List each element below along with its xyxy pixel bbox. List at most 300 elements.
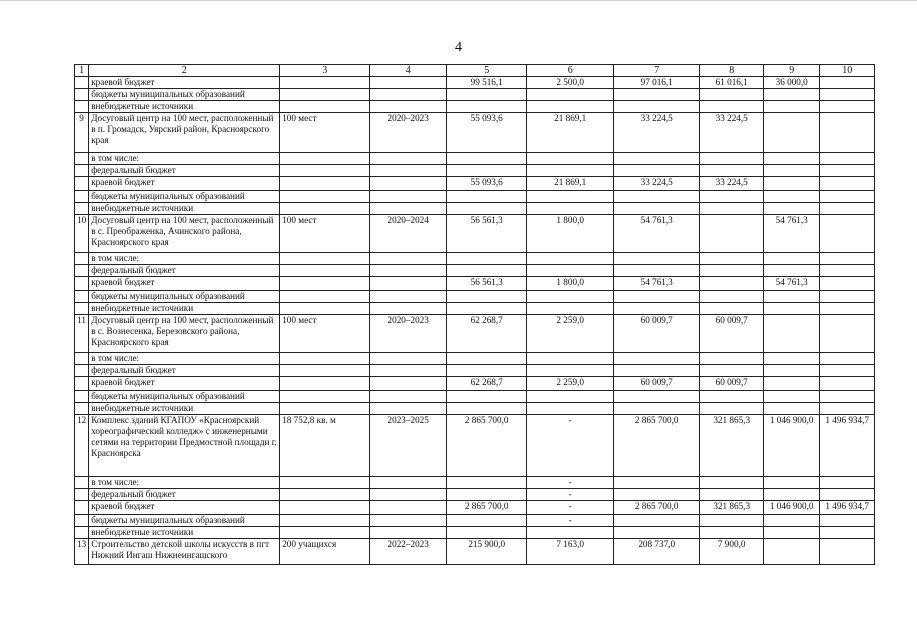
cell-name: краевой бюджет	[89, 177, 280, 191]
cell-name: бюджеты муниципальных образований	[89, 391, 280, 403]
cell-number: 9	[75, 113, 89, 153]
cell-col7	[614, 489, 700, 501]
cell-col8	[700, 527, 764, 539]
col-header-6: 6	[527, 65, 614, 77]
cell-col9	[764, 391, 820, 403]
cell-col10	[820, 365, 875, 377]
cell-col9	[764, 403, 820, 415]
cell-col8	[700, 153, 764, 165]
cell-period	[370, 277, 447, 291]
cell-number	[75, 203, 89, 215]
cell-col7: 97 016,1	[614, 77, 700, 89]
cell-period: 2020–2024	[370, 215, 447, 253]
cell-col9	[764, 527, 820, 539]
cell-period	[370, 191, 447, 203]
cell-period	[370, 489, 447, 501]
cell-col9: 1 046 900,0	[764, 415, 820, 477]
cell-col7	[614, 303, 700, 315]
cell-capacity	[280, 277, 370, 291]
cell-col10	[820, 527, 875, 539]
cell-period	[370, 265, 447, 277]
cell-period	[370, 377, 447, 391]
cell-capacity	[280, 101, 370, 113]
cell-period	[370, 177, 447, 191]
cell-col6	[527, 165, 614, 177]
cell-number	[75, 353, 89, 365]
cell-number: 10	[75, 215, 89, 253]
cell-col6	[527, 303, 614, 315]
cell-period	[370, 253, 447, 265]
cell-col9	[764, 489, 820, 501]
cell-number	[75, 477, 89, 489]
cell-period	[370, 101, 447, 113]
cell-col10	[820, 215, 875, 253]
cell-col8	[700, 203, 764, 215]
cell-col10	[820, 191, 875, 203]
cell-col5	[447, 391, 527, 403]
cell-col7	[614, 89, 700, 101]
cell-col10	[820, 153, 875, 165]
cell-col8	[700, 265, 764, 277]
cell-number	[75, 153, 89, 165]
cell-col8	[700, 253, 764, 265]
cell-col6	[527, 265, 614, 277]
table-row	[75, 215, 875, 253]
table-row	[75, 477, 875, 489]
cell-col6: -	[527, 489, 614, 501]
cell-col5	[447, 489, 527, 501]
cell-capacity	[280, 515, 370, 527]
cell-col5: 2 865 700,0	[447, 501, 527, 515]
col-header-9: 9	[764, 65, 820, 77]
cell-name: внебюджетные источники	[89, 527, 280, 539]
cell-capacity	[280, 391, 370, 403]
table-row	[75, 539, 875, 565]
cell-col8: 60 009,7	[700, 377, 764, 391]
cell-name: бюджеты муниципальных образований	[89, 89, 280, 101]
cell-col10	[820, 539, 875, 565]
table-row	[75, 527, 875, 539]
cell-name: Досуговый центр на 100 мест, расположенный в с. Преображенка, Ачинского района, Красноярского края	[89, 215, 280, 253]
col-header-4: 4	[370, 65, 447, 77]
cell-capacity	[280, 203, 370, 215]
table-row	[75, 291, 875, 303]
cell-col7	[614, 153, 700, 165]
cell-number	[75, 377, 89, 391]
cell-col5	[447, 89, 527, 101]
cell-col8: 33 224,5	[700, 113, 764, 153]
col-header-10: 10	[820, 65, 875, 77]
cell-col9	[764, 539, 820, 565]
cell-col7	[614, 527, 700, 539]
cell-col10	[820, 391, 875, 403]
cell-col8	[700, 489, 764, 501]
cell-period: 2020–2023	[370, 113, 447, 153]
cell-period	[370, 203, 447, 215]
cell-col6: -	[527, 477, 614, 489]
cell-col6	[527, 365, 614, 377]
cell-name: в том числе:	[89, 477, 280, 489]
cell-col9: 54 761,3	[764, 215, 820, 253]
table-row	[75, 153, 875, 165]
cell-col9	[764, 203, 820, 215]
col-header-5: 5	[447, 65, 527, 77]
table-row	[75, 391, 875, 403]
table-row	[75, 303, 875, 315]
cell-col5	[447, 403, 527, 415]
cell-col6	[527, 353, 614, 365]
cell-col7	[614, 477, 700, 489]
cell-capacity	[280, 265, 370, 277]
cell-number	[75, 253, 89, 265]
cell-period	[370, 165, 447, 177]
cell-period: 2022–2023	[370, 539, 447, 565]
cell-col5	[447, 191, 527, 203]
cell-col9	[764, 353, 820, 365]
cell-col9	[764, 153, 820, 165]
cell-col8	[700, 515, 764, 527]
cell-name: краевой бюджет	[89, 501, 280, 515]
cell-col6	[527, 403, 614, 415]
cell-capacity: 18 752,8 кв. м	[280, 415, 370, 477]
cell-col9	[764, 291, 820, 303]
cell-col7	[614, 203, 700, 215]
cell-period	[370, 303, 447, 315]
cell-col10	[820, 253, 875, 265]
cell-col8	[700, 353, 764, 365]
cell-col9: 36 000,0	[764, 77, 820, 89]
cell-name: федеральный бюджет	[89, 265, 280, 277]
cell-col10	[820, 265, 875, 277]
cell-col8: 61 016,1	[700, 77, 764, 89]
cell-col9	[764, 165, 820, 177]
cell-name: федеральный бюджет	[89, 489, 280, 501]
table-row	[75, 101, 875, 113]
cell-capacity	[280, 353, 370, 365]
cell-col5	[447, 153, 527, 165]
cell-col5: 55 093,6	[447, 177, 527, 191]
cell-col10	[820, 477, 875, 489]
cell-capacity	[280, 253, 370, 265]
table-row	[75, 203, 875, 215]
cell-col5: 62 268,7	[447, 377, 527, 391]
table-row	[75, 277, 875, 291]
cell-col8	[700, 89, 764, 101]
cell-col8: 60 009,7	[700, 315, 764, 353]
cell-col7: 60 009,7	[614, 377, 700, 391]
cell-capacity: 200 учащихся	[280, 539, 370, 565]
cell-col10	[820, 77, 875, 89]
cell-name: Досуговый центр на 100 мест, расположенный в п. Громадск, Уярский район, Красноярского края	[89, 113, 280, 153]
cell-col8	[700, 191, 764, 203]
cell-name: бюджеты муниципальных образований	[89, 191, 280, 203]
cell-name: Досуговый центр на 100 мест, расположенный в с. Вознесенка, Березовского района, Красноярского края	[89, 315, 280, 353]
cell-name: внебюджетные источники	[89, 101, 280, 113]
cell-number	[75, 365, 89, 377]
cell-col9	[764, 365, 820, 377]
cell-number	[75, 101, 89, 113]
cell-number	[75, 191, 89, 203]
cell-col10: 1 496 934,7	[820, 501, 875, 515]
cell-col7: 2 865 700,0	[614, 415, 700, 477]
col-header-2: 2	[89, 65, 280, 77]
table-row	[75, 113, 875, 153]
cell-col5: 2 865 700,0	[447, 415, 527, 477]
col-header-8: 8	[700, 65, 764, 77]
cell-col6: 21 869,1	[527, 113, 614, 153]
cell-capacity	[280, 403, 370, 415]
cell-name: бюджеты муниципальных образований	[89, 515, 280, 527]
cell-col5	[447, 477, 527, 489]
cell-col9: 1 046 900,0	[764, 501, 820, 515]
cell-col9	[764, 315, 820, 353]
cell-period	[370, 403, 447, 415]
cell-number: 12	[75, 415, 89, 477]
table-row	[75, 515, 875, 527]
cell-col8	[700, 391, 764, 403]
cell-col6	[527, 203, 614, 215]
cell-col5	[447, 101, 527, 113]
cell-col10	[820, 353, 875, 365]
cell-number	[75, 77, 89, 89]
cell-col5	[447, 265, 527, 277]
table-row	[75, 177, 875, 191]
cell-col10	[820, 101, 875, 113]
cell-col6	[527, 527, 614, 539]
cell-name: федеральный бюджет	[89, 365, 280, 377]
cell-col5: 99 516,1	[447, 77, 527, 89]
cell-col6: 21 869,1	[527, 177, 614, 191]
cell-col5	[447, 353, 527, 365]
cell-number	[75, 277, 89, 291]
table-row	[75, 165, 875, 177]
table-row	[75, 89, 875, 101]
cell-period	[370, 291, 447, 303]
cell-capacity	[280, 303, 370, 315]
cell-col6: 2 500,0	[527, 77, 614, 89]
table-row	[75, 77, 875, 89]
cell-name: Строительство детской школы искусств в пгт Нижний Ингаш Нижнеингашского	[89, 539, 280, 565]
cell-number	[75, 391, 89, 403]
table-row	[75, 365, 875, 377]
table-row	[75, 403, 875, 415]
cell-col6	[527, 191, 614, 203]
cell-col6	[527, 291, 614, 303]
cell-col7: 2 865 700,0	[614, 501, 700, 515]
cell-name: федеральный бюджет	[89, 165, 280, 177]
cell-col6: -	[527, 501, 614, 515]
cell-name: внебюджетные источники	[89, 403, 280, 415]
cell-col5: 62 268,7	[447, 315, 527, 353]
cell-capacity	[280, 365, 370, 377]
cell-col9	[764, 303, 820, 315]
cell-number	[75, 177, 89, 191]
cell-col7	[614, 291, 700, 303]
table-row	[75, 501, 875, 515]
cell-col6: 2 259,0	[527, 315, 614, 353]
cell-capacity: 100 мест	[280, 113, 370, 153]
cell-period	[370, 515, 447, 527]
table-row	[75, 191, 875, 203]
cell-capacity: 100 мест	[280, 315, 370, 353]
cell-col6: 2 259,0	[527, 377, 614, 391]
cell-capacity	[280, 501, 370, 515]
cell-col10	[820, 203, 875, 215]
table-row	[75, 265, 875, 277]
cell-col8	[700, 291, 764, 303]
cell-number	[75, 291, 89, 303]
cell-col9	[764, 191, 820, 203]
cell-capacity	[280, 77, 370, 89]
cell-col9	[764, 253, 820, 265]
cell-number	[75, 303, 89, 315]
cell-col10	[820, 291, 875, 303]
cell-col8	[700, 365, 764, 377]
budget-table	[74, 64, 875, 565]
cell-capacity	[280, 489, 370, 501]
cell-col5	[447, 165, 527, 177]
cell-col5: 56 561,3	[447, 215, 527, 253]
cell-col8	[700, 101, 764, 113]
cell-col7	[614, 391, 700, 403]
cell-col10	[820, 165, 875, 177]
cell-col9: 54 761,3	[764, 277, 820, 291]
cell-number	[75, 165, 89, 177]
table-row	[75, 253, 875, 265]
cell-col5	[447, 515, 527, 527]
cell-col7	[614, 515, 700, 527]
cell-col5: 215 900,0	[447, 539, 527, 565]
cell-col8	[700, 403, 764, 415]
cell-name: Комплекс зданий КГАПОУ «Красноярский хореографический колледж» с инженерными сетями на территории Предмостной площади г. Красноярска	[89, 415, 280, 477]
cell-col7: 54 761,3	[614, 277, 700, 291]
table-row	[75, 353, 875, 365]
cell-col8	[700, 303, 764, 315]
cell-col10	[820, 303, 875, 315]
cell-col6: -	[527, 415, 614, 477]
cell-col6	[527, 153, 614, 165]
cell-period	[370, 527, 447, 539]
cell-col6: 1 800,0	[527, 215, 614, 253]
page-number: 4	[455, 40, 462, 55]
cell-col7	[614, 265, 700, 277]
cell-name: в том числе:	[89, 153, 280, 165]
cell-col10	[820, 89, 875, 101]
cell-col7	[614, 101, 700, 113]
cell-col6: 7 163,0	[527, 539, 614, 565]
cell-col8	[700, 215, 764, 253]
cell-col7	[614, 353, 700, 365]
cell-col5: 56 561,3	[447, 277, 527, 291]
cell-col5: 55 093,6	[447, 113, 527, 153]
cell-col10	[820, 515, 875, 527]
cell-col9	[764, 477, 820, 489]
cell-period	[370, 77, 447, 89]
cell-capacity	[280, 291, 370, 303]
cell-period: 2023–2025	[370, 415, 447, 477]
col-header-1: 1	[75, 65, 89, 77]
cell-col7: 33 224,5	[614, 177, 700, 191]
cell-col10	[820, 177, 875, 191]
cell-capacity	[280, 377, 370, 391]
cell-name: в том числе:	[89, 253, 280, 265]
cell-period	[370, 501, 447, 515]
table-body	[75, 65, 875, 565]
cell-period	[370, 365, 447, 377]
table-row	[75, 377, 875, 391]
cell-col5	[447, 365, 527, 377]
cell-capacity	[280, 89, 370, 101]
cell-col7	[614, 165, 700, 177]
top-rule	[0, 0, 917, 1]
cell-col9	[764, 113, 820, 153]
cell-col5	[447, 527, 527, 539]
cell-name: краевой бюджет	[89, 277, 280, 291]
cell-number	[75, 515, 89, 527]
cell-col8	[700, 477, 764, 489]
cell-col7	[614, 191, 700, 203]
cell-name: краевой бюджет	[89, 77, 280, 89]
cell-col5	[447, 291, 527, 303]
cell-capacity	[280, 177, 370, 191]
cell-period	[370, 477, 447, 489]
cell-number	[75, 489, 89, 501]
cell-name: краевой бюджет	[89, 377, 280, 391]
cell-col10	[820, 489, 875, 501]
cell-col6	[527, 101, 614, 113]
cell-col9	[764, 89, 820, 101]
cell-capacity	[280, 527, 370, 539]
cell-col8	[700, 165, 764, 177]
cell-name: внебюджетные источники	[89, 203, 280, 215]
cell-col5	[447, 253, 527, 265]
cell-number: 13	[75, 539, 89, 565]
cell-name: внебюджетные источники	[89, 303, 280, 315]
cell-capacity	[280, 153, 370, 165]
cell-period	[370, 353, 447, 365]
cell-col7	[614, 403, 700, 415]
cell-col9	[764, 101, 820, 113]
cell-col7: 208 737,0	[614, 539, 700, 565]
cell-number	[75, 265, 89, 277]
table-row	[75, 489, 875, 501]
cell-col10: 1 496 934,7	[820, 415, 875, 477]
cell-col7	[614, 365, 700, 377]
cell-capacity	[280, 477, 370, 489]
cell-number: 11	[75, 315, 89, 353]
cell-period	[370, 153, 447, 165]
cell-col6: -	[527, 515, 614, 527]
cell-col6	[527, 89, 614, 101]
cell-capacity	[280, 191, 370, 203]
cell-capacity	[280, 165, 370, 177]
cell-col8	[700, 277, 764, 291]
cell-period	[370, 391, 447, 403]
cell-col10	[820, 113, 875, 153]
cell-name: бюджеты муниципальных образований	[89, 291, 280, 303]
cell-col8: 321 865,3	[700, 501, 764, 515]
cell-period: 2020–2023	[370, 315, 447, 353]
cell-col9	[764, 265, 820, 277]
cell-name: в том числе:	[89, 353, 280, 365]
cell-col10	[820, 277, 875, 291]
cell-col6	[527, 391, 614, 403]
cell-number	[75, 527, 89, 539]
cell-col7: 33 224,5	[614, 113, 700, 153]
cell-col5	[447, 303, 527, 315]
cell-col9	[764, 515, 820, 527]
table-row	[75, 315, 875, 353]
